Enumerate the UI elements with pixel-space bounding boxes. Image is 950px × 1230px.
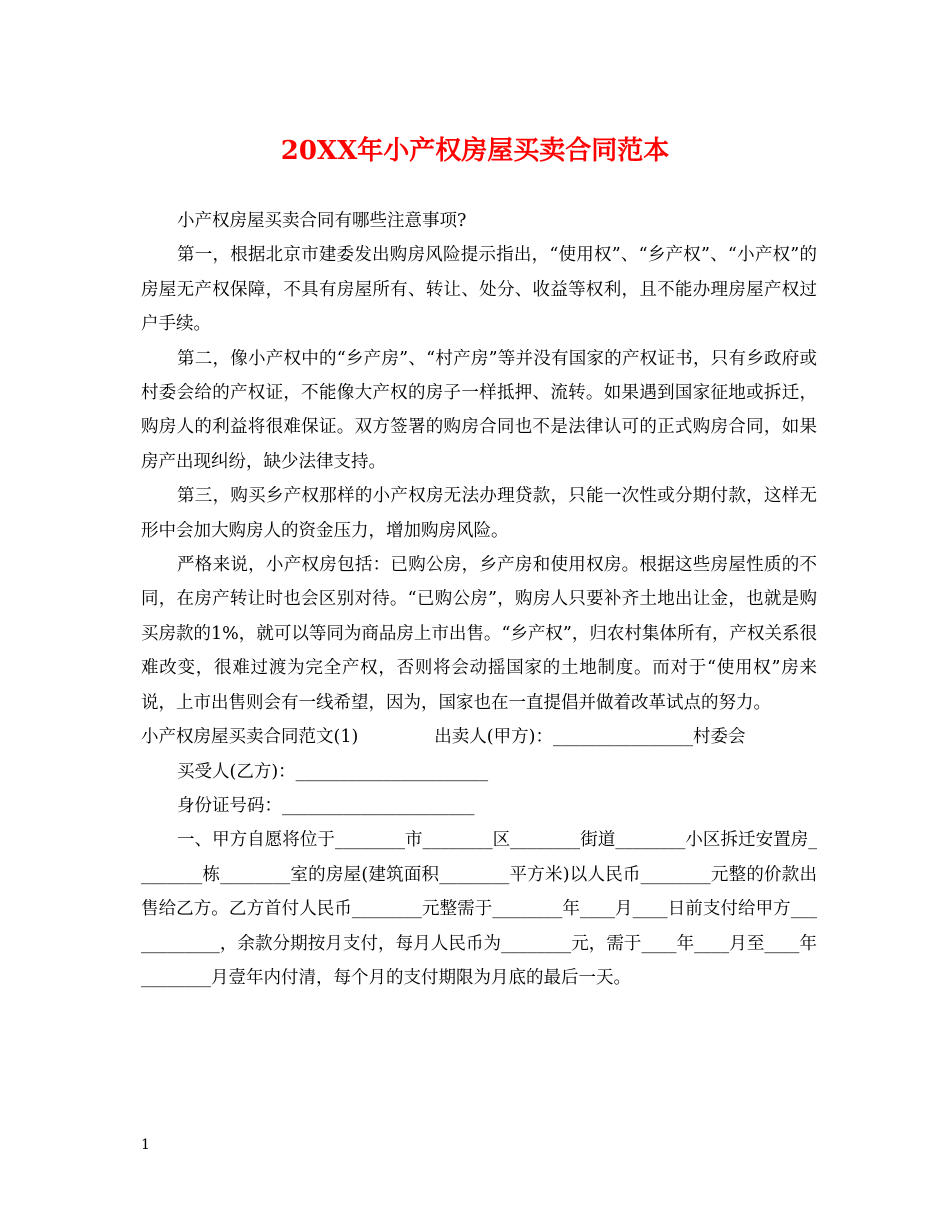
buyer-line: 买受人(乙方)：______________________: [177, 761, 489, 782]
contract-heading-line: [141, 720, 817, 754]
document-body: [141, 204, 817, 995]
paragraph-question: 小产权房屋买卖合同有哪些注意事项?: [177, 211, 467, 231]
contract-heading: 小产权房屋买卖合同范文(1): [141, 727, 359, 748]
document-title: 20XX年小产权房屋买卖合同范本: [280, 136, 670, 166]
paragraph-third-point: 第三，购买乡产权那样的小产权房无法办理贷款，只能一次性或分期付款，这样无形中会加大购房人的资金压力，增加购房风险。: [141, 486, 817, 541]
paragraph-second-point: 第二，像小产权中的“乡产房”、“村产房”等并没有国家的产权证书，只有乡政府或村委会给的产权证，不能像大产权的房子一样抵押、流转。如果遇到国家征地或拆迁，购房人的利益将很难保证。双方签署的购房合同也不是法律认可的正式购房合同，如果房产出现纠纷，缺少法律支持。: [141, 348, 817, 472]
page-number: 1: [141, 1137, 150, 1153]
seller-line: 出卖人(甲方)：________________村委会: [434, 727, 746, 748]
paragraph-strictly-speaking: 严格来说，小产权房包括：已购公房，乡产房和使用权房。根据这些房屋性质的不同，在房产转让时也会区别对待。“已购公房”，购房人只要补齐土地出让金，也就是购买房款的1%，就可以等同为商品房上市出售。“乡产权”，归农村集体所有，产权关系很难改变，很难过渡为完全产权，否则将会动摇国家的土地制度。而对于“使用权”房来说，上市出售则会有一线希望，因为，国家也在一直提倡并做着改革试点的努力。: [141, 555, 817, 713]
clause-one: 一、甲方自愿将位于________市________区________街道________小区拆迁安置房________栋________室的房屋(建筑面积________平方米)以人民币________元整的价款出售给乙方。乙方首付人民币________元整需于________年____月____日前支付给甲方____________，余款分期按月支付，每月人民币为________元，需于____年____月至____年________月壹年内付清，每个月的支付期限为月底的最后一天。: [141, 830, 817, 988]
paragraph-first-point: 第一，根据北京市建委发出购房风险提示指出，“使用权”、“乡产权”、“小产权”的房屋无产权保障，不具有房屋所有、转让、处分、收益等权利，且不能办理房屋产权过户手续。: [141, 245, 817, 335]
id-number-line: 身份证号码：______________________: [177, 795, 475, 816]
